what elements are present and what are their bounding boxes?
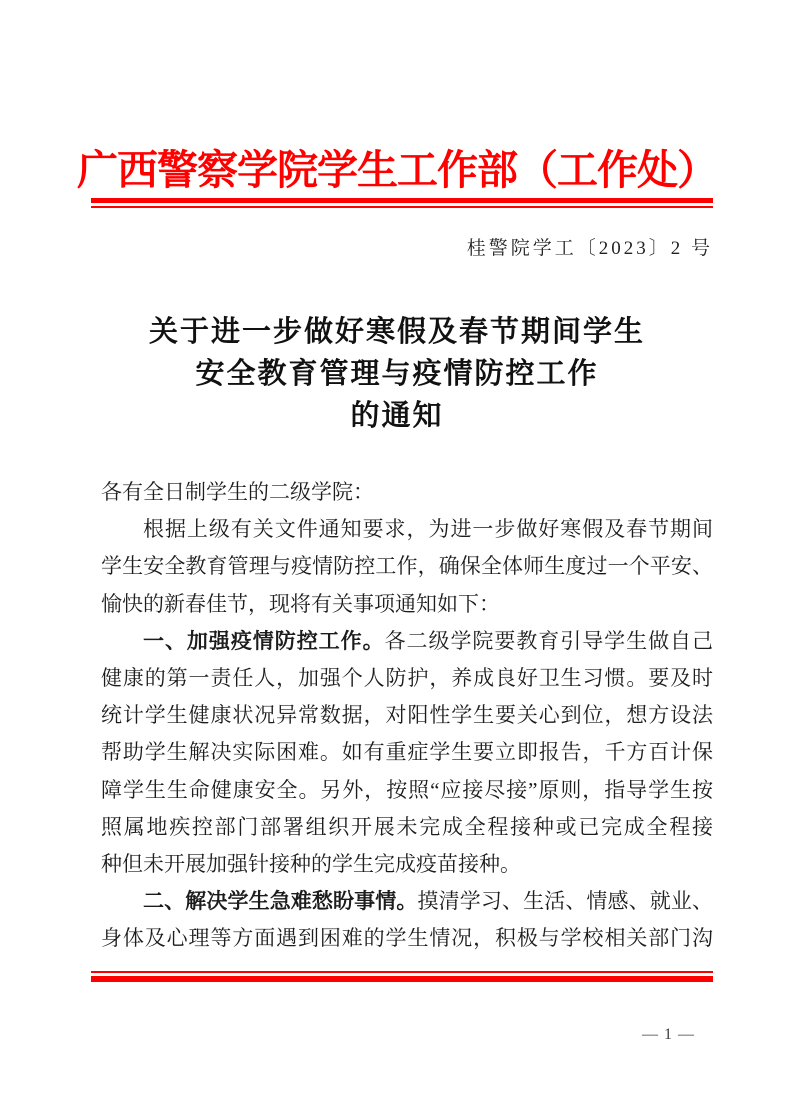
body-segment: 愉快的新春佳节，现将有关事项通知如下： bbox=[101, 591, 500, 616]
title-line-2: 安全教育管理与疫情防控工作 bbox=[195, 358, 599, 390]
body-line bbox=[101, 548, 713, 585]
title-line-3: 的通知 bbox=[350, 400, 444, 432]
masthead-title: 广西警察学院学生工作部（工作处） bbox=[77, 147, 717, 193]
body-segment: 障学生生命健康安全。另外，按照“应接尽接”原则，指导学生按 bbox=[101, 777, 713, 802]
body-line bbox=[101, 586, 713, 623]
header-rule bbox=[91, 198, 713, 208]
body-segment: 种但未开展加强针接种的学生完成疫苗接种。 bbox=[101, 852, 521, 877]
body-line bbox=[101, 660, 713, 697]
body-segment-bold: 二、解决学生急难愁盼事情。 bbox=[143, 890, 418, 914]
body-segment-bold: 一、加强疫情防控工作。 bbox=[143, 629, 385, 653]
body-line bbox=[101, 883, 713, 920]
body-line bbox=[101, 772, 713, 809]
body-line bbox=[101, 511, 713, 548]
document-body bbox=[101, 474, 713, 958]
body-segment: 各二级学院要教育引导学生做自己 bbox=[384, 628, 714, 653]
page-number: — 1 — bbox=[642, 1026, 695, 1043]
body-segment: 摸清学习、生活、情感、就业、 bbox=[417, 889, 713, 914]
body-line bbox=[101, 697, 713, 734]
header-rule-thin bbox=[91, 206, 713, 208]
body-line bbox=[101, 846, 713, 883]
body-segment: 统计学生健康状况异常数据，对阳性学生要关心到位，想方设法 bbox=[101, 703, 713, 728]
body-segment: 各有全日制学生的二级学院： bbox=[101, 480, 374, 504]
doc-number: 桂警院学工〔2023〕2 号 bbox=[466, 238, 713, 259]
body-segment: 健康的第一责任人，加强个人防护，养成良好卫生习惯。要及时 bbox=[101, 666, 713, 691]
body-segment: 帮助学生解决实际困难。如有重症学生要立即报告，千方百计保 bbox=[101, 740, 713, 765]
body-line bbox=[101, 474, 713, 511]
body-segment: 照属地疾控部门部署组织开展未完成全程接种或已完成全程接 bbox=[101, 814, 713, 839]
body-line bbox=[101, 734, 713, 771]
body-line bbox=[101, 809, 713, 846]
body-line bbox=[101, 623, 713, 660]
footer-rule bbox=[91, 971, 713, 982]
body-segment: 学生安全教育管理与疫情防控工作，确保全体师生度过一个平安、 bbox=[101, 554, 713, 579]
title-line-1: 关于进一步做好寒假及春节期间学生 bbox=[148, 316, 645, 348]
header-rule-thick bbox=[91, 198, 713, 203]
body-segment: 身体及心理等方面遇到困难的学生情况，积极与学校相关部门沟 bbox=[101, 926, 713, 951]
footer-rule-thick bbox=[91, 976, 713, 982]
footer-rule-thin bbox=[91, 971, 713, 973]
document-title bbox=[0, 311, 794, 437]
body-line bbox=[101, 920, 713, 957]
body-segment: 根据上级有关文件通知要求，为进一步做好寒假及春节期间 bbox=[143, 517, 713, 542]
